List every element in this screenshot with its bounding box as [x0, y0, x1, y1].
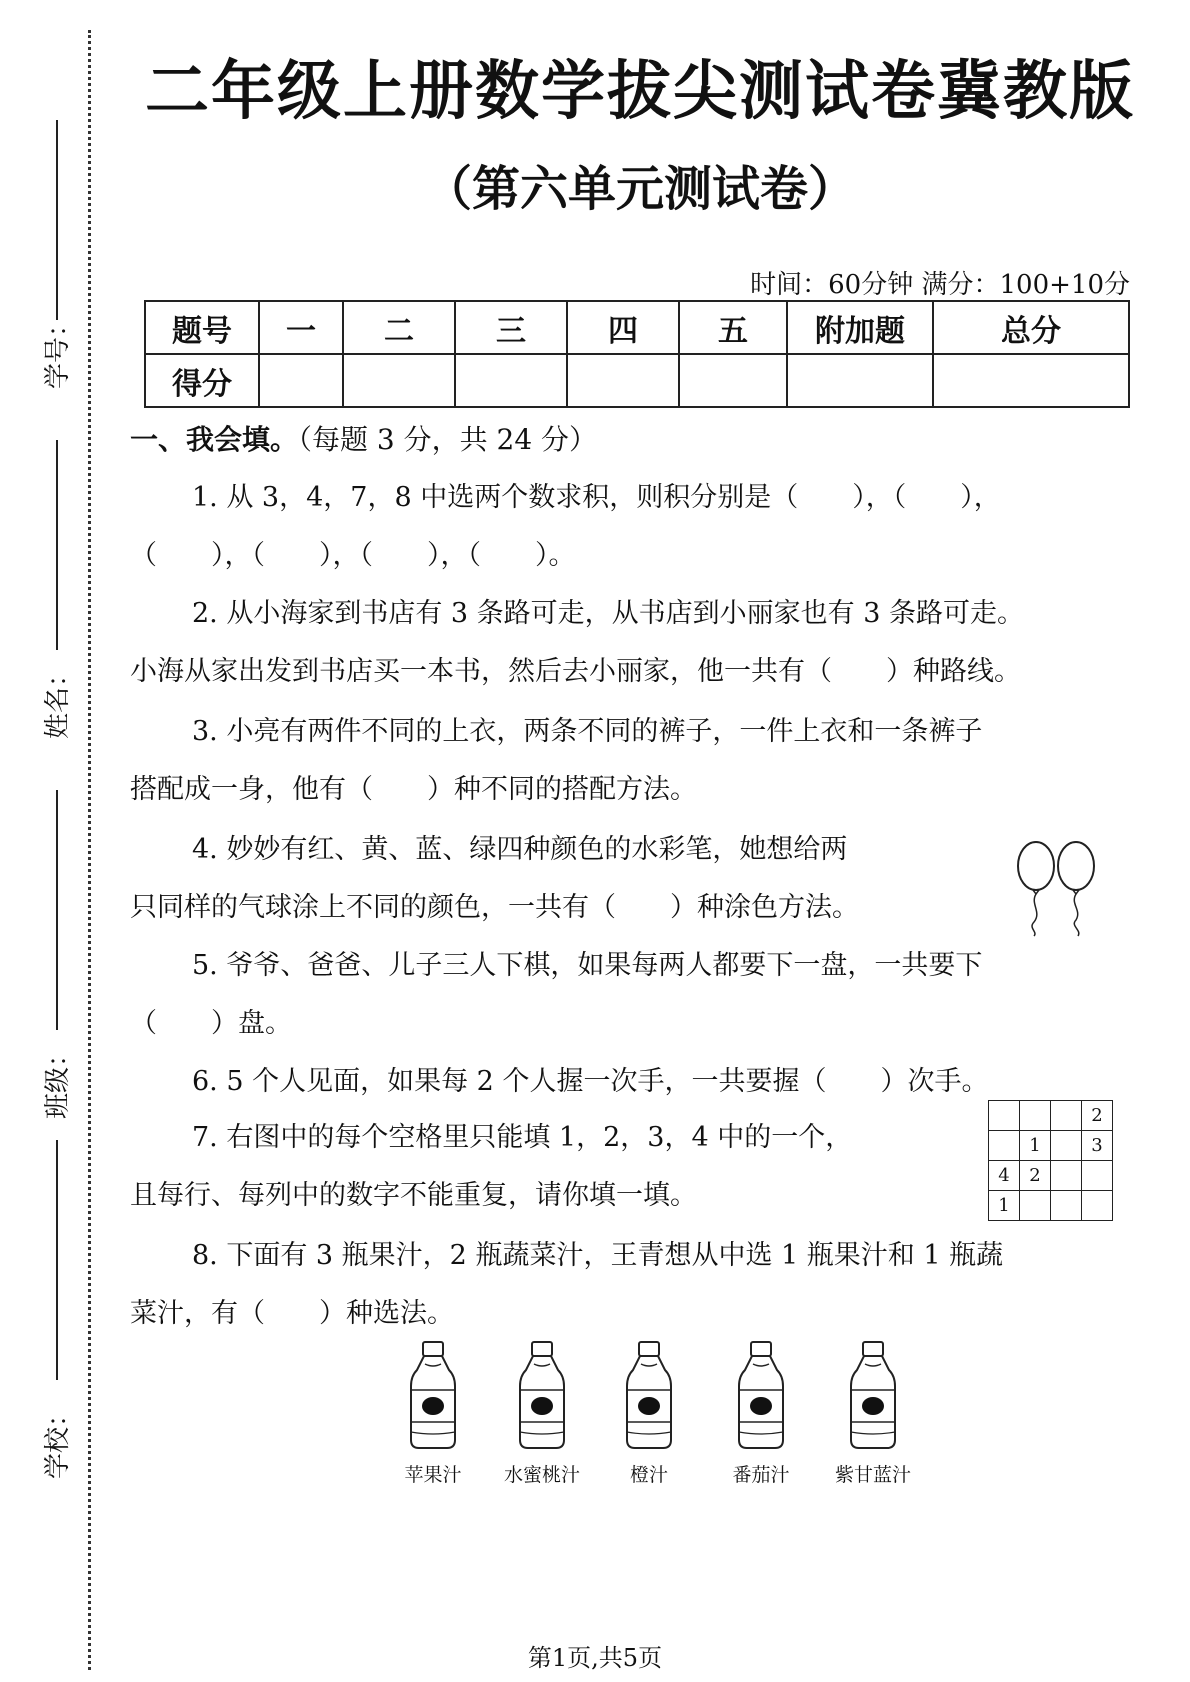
grid-row: [989, 1131, 1113, 1161]
question-5-line-1: 5. 爷爷、爸爸、儿子三人下棋，如果每两人都要下一盘，一共要下: [192, 950, 983, 981]
grid-cell[interactable]: [1020, 1191, 1051, 1221]
bottle-icon: [619, 1340, 679, 1452]
class-line: [56, 790, 58, 1030]
grid-cell[interactable]: [1051, 1101, 1082, 1131]
grid-cell[interactable]: [989, 1101, 1020, 1131]
bottle-icon: [403, 1340, 463, 1452]
page-title: 二年级上册数学拔尖测试卷冀教版: [145, 54, 1135, 129]
score-cell[interactable]: [455, 354, 567, 407]
score-cell[interactable]: [933, 354, 1129, 407]
grid-row: [989, 1101, 1113, 1131]
score-cell[interactable]: [787, 354, 933, 407]
header-cell: 四: [567, 301, 679, 354]
grid-cell[interactable]: [1051, 1191, 1082, 1221]
header-cell: 题号: [145, 301, 259, 354]
student-id-label: 学号：: [43, 311, 73, 390]
grid-row: [989, 1161, 1113, 1191]
grid-cell: 1: [1020, 1131, 1051, 1161]
bottle-label: 紫甘蓝汁: [834, 1464, 911, 1486]
grid-cell: 4: [989, 1161, 1020, 1191]
grid-cell[interactable]: [989, 1131, 1020, 1161]
question-1-line-2: （ ），（ ），（ ），（ ）。: [130, 540, 576, 571]
score-cell[interactable]: [679, 354, 787, 407]
score-cell[interactable]: [343, 354, 455, 407]
question-3-line-1: 3. 小亮有两件不同的上衣，两条不同的裤子，一件上衣和一条裤子: [192, 716, 983, 747]
question-4-line-1: 4. 妙妙有红、黄、蓝、绿四种颜色的水彩笔，她想给两: [192, 834, 848, 865]
score-row-label: 得分: [145, 354, 259, 407]
question-4-line-2: 只同样的气球涂上不同的颜色，一共有（ ）种涂色方法。: [130, 892, 859, 923]
grid-cell: 2: [1082, 1101, 1113, 1131]
question-1-line-1: 1. 从 3，4，7，8 中选两个数求积，则积分别是（ ），（ ），: [192, 482, 1001, 513]
bottle-icon: [843, 1340, 903, 1452]
score-cell[interactable]: [567, 354, 679, 407]
bottle-purple-cabbage-juice: [833, 1340, 913, 1487]
time-info: 时间：60分钟 满分：100+10分: [750, 270, 1130, 300]
class-label: 班级：: [43, 1041, 73, 1120]
question-2-line-1: 2. 从小海家到书店有 3 条路可走，从书店到小丽家也有 3 条路可走。: [192, 598, 1025, 629]
page-subtitle: （第六单元测试卷）: [423, 161, 856, 217]
bottle-icon: [731, 1340, 791, 1452]
question-2-line-2: 小海从家出发到书店买一本书，然后去小丽家，他一共有（ ）种路线。: [130, 656, 1021, 687]
question-6: 6. 5 个人见面，如果每 2 个人握一次手，一共要握（ ）次手。: [192, 1066, 989, 1097]
grid-cell[interactable]: [1020, 1101, 1051, 1131]
name-label: 姓名：: [43, 661, 73, 740]
bottle-label: 橙汁: [629, 1464, 668, 1486]
grid-cell: 3: [1082, 1131, 1113, 1161]
bottle-label: 水蜜桃汁: [503, 1464, 580, 1486]
header-cell: 二: [343, 301, 455, 354]
school-line: [56, 1140, 58, 1380]
grid-row: [989, 1191, 1113, 1221]
grid-cell: 2: [1020, 1161, 1051, 1191]
grid-cell[interactable]: [1082, 1191, 1113, 1221]
score-table: [144, 300, 1130, 408]
bottle-label: 苹果汁: [404, 1464, 462, 1486]
number-grid: [988, 1100, 1113, 1221]
bottle-orange-juice: [609, 1340, 689, 1487]
bottle-icon: [512, 1340, 572, 1452]
page-footer: 第1页,共5页: [527, 1644, 663, 1672]
question-8-line-1: 8. 下面有 3 瓶果汁，2 瓶蔬菜汁，王青想从中选 1 瓶果汁和 1 瓶蔬: [192, 1240, 1004, 1271]
school-label: 学校：: [43, 1401, 73, 1480]
header-cell: 五: [679, 301, 787, 354]
question-7-line-1: 7. 右图中的每个空格里只能填 1，2，3，4 中的一个，: [192, 1122, 853, 1153]
grid-cell[interactable]: [1082, 1161, 1113, 1191]
grid-cell: 1: [989, 1191, 1020, 1221]
name-line: [56, 440, 58, 650]
student-id-line: [56, 120, 58, 320]
balloons-icon: [1010, 838, 1110, 938]
header-cell: 三: [455, 301, 567, 354]
question-7-line-2: 且每行、每列中的数字不能重复，请你填一填。: [130, 1180, 697, 1211]
grid-cell[interactable]: [1051, 1131, 1082, 1161]
question-5-line-2: （ ）盘。: [130, 1008, 292, 1039]
score-table-score-row: [145, 354, 1129, 407]
bottle-apple-juice: [393, 1340, 473, 1487]
question-8-line-2: 菜汁，有（ ）种选法。: [130, 1298, 454, 1329]
header-cell: 总分: [933, 301, 1129, 354]
section-heading: 一、我会填。: [130, 423, 299, 456]
section-note: （每题 3 分，共 24 分）: [298, 423, 598, 456]
bottle-label: 番茄汁: [732, 1464, 790, 1486]
binding-dotted-line: [88, 30, 91, 1670]
score-cell[interactable]: [259, 354, 343, 407]
section-title: [130, 418, 597, 458]
grid-cell[interactable]: [1051, 1161, 1082, 1191]
header-cell: 附加题: [787, 301, 933, 354]
bottle-tomato-juice: [721, 1340, 801, 1487]
bottle-peach-juice: [502, 1340, 582, 1487]
header-cell: 一: [259, 301, 343, 354]
question-3-line-2: 搭配成一身，他有（ ）种不同的搭配方法。: [130, 774, 697, 805]
score-table-header-row: [145, 301, 1129, 354]
